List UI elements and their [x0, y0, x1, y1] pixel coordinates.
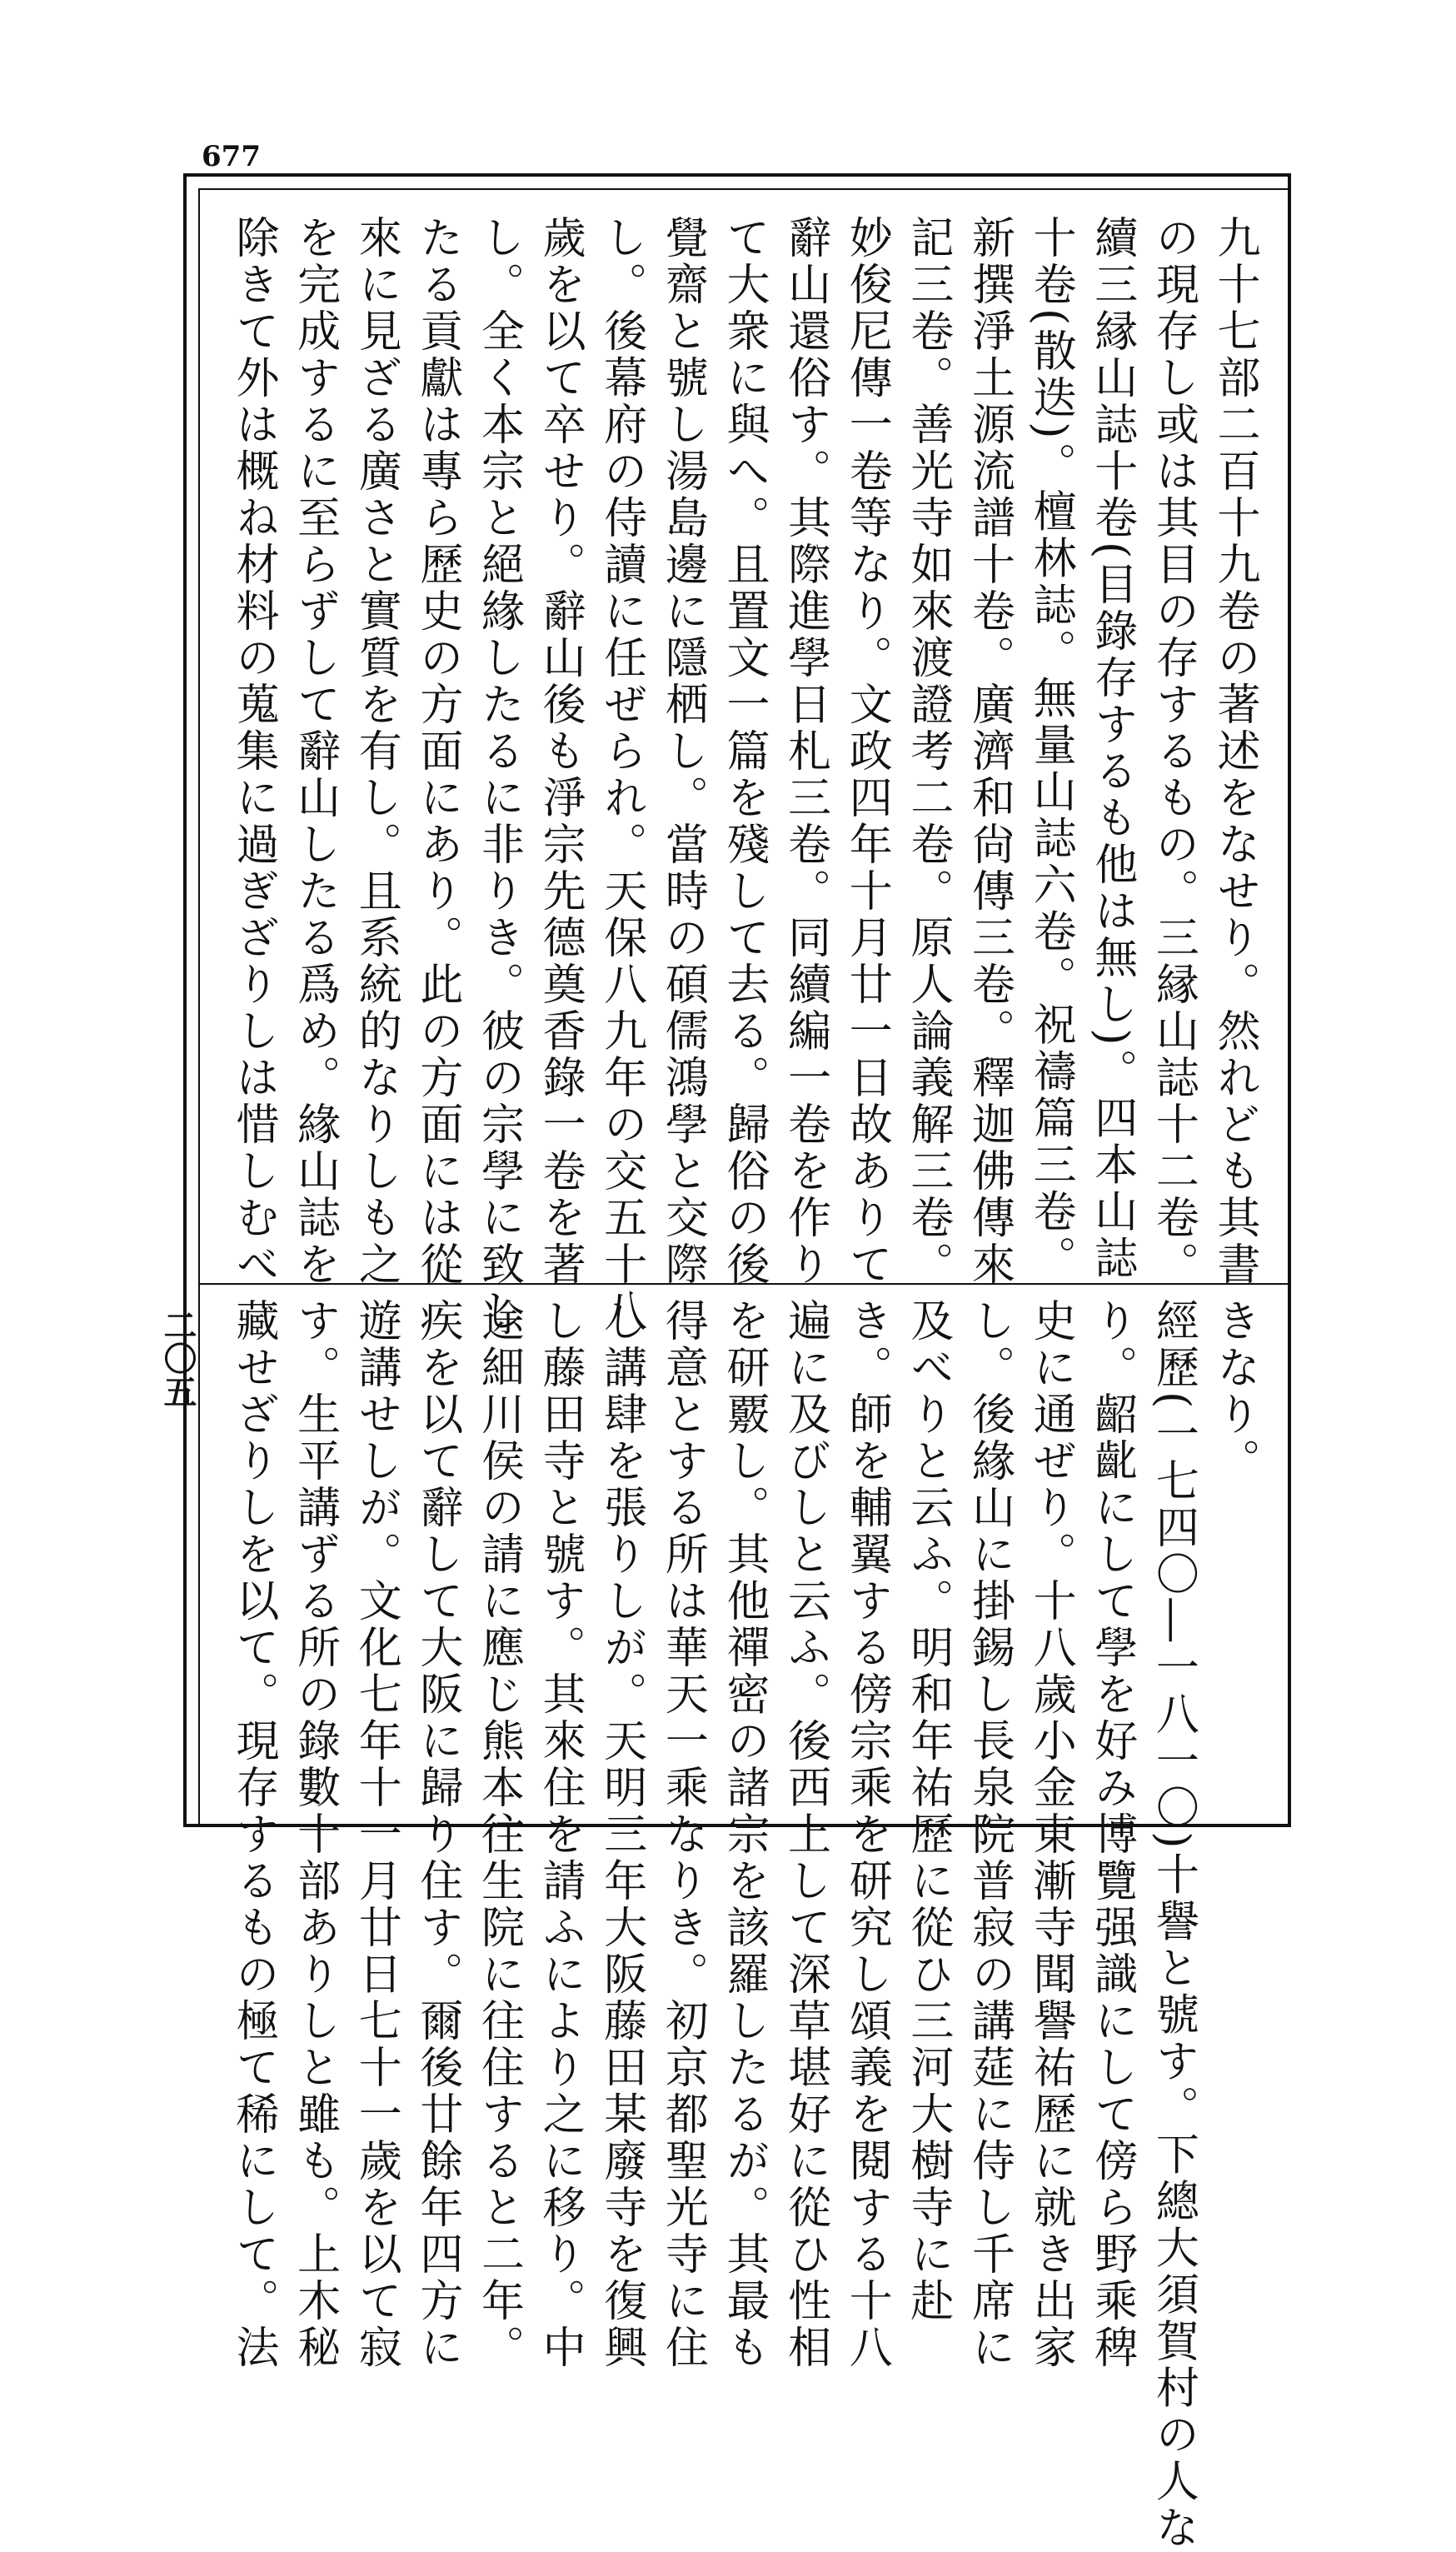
lower-text-block — [225, 1298, 1263, 2552]
text-frame-inner — [198, 188, 1288, 2552]
text-column: 九十七部二百十九卷の著述をなせり。然れども其書 — [1209, 215, 1259, 1288]
text-column: 歲を以て卒せり。辭山後も淨宗先德奠香錄一卷を著 — [535, 215, 586, 1288]
text-column: し。全く本宗と絕緣したるに非りき。彼の宗學に致し — [473, 215, 524, 1335]
text-column: 遍に及びしと云ふ。後西上して深草堪好に從ひ性相 — [780, 1298, 830, 2371]
text-column: 來に見ざる廣さと實質を有し。且系統的なりしも之 — [351, 215, 401, 1288]
text-column: 遊講せしが。文化七年十一月廿日七十一歲を以て寂 — [351, 1298, 401, 2371]
text-column: 十卷(散迭)。檀林誌。無量山誌六卷。祝禱篇三卷。 — [1025, 215, 1076, 1282]
text-column: 覺齋と號し湯島邊に隱栖し。當時の碩儒鴻學と交際 — [657, 215, 708, 1288]
text-column: 記三卷。善光寺如來渡證考二卷。原人論義解三卷。 — [902, 215, 953, 1288]
text-column: り。齠齔にして學を好み博覽强識にして傍ら野乘稗 — [1086, 1298, 1137, 2371]
text-column: 得意とする所は華天一乘なりき。初京都聖光寺に住 — [657, 1298, 708, 2371]
text-column: き。師を輔翼する傍宗乘を研究し頌義を閱する十八 — [841, 1298, 892, 2371]
section-divider — [200, 1283, 1288, 1285]
text-column: 疾を以て辭して大阪に歸り住す。爾後廿餘年四方に — [411, 1298, 462, 2371]
text-column: 途細川侯の請に應じ熊本往生院に往住すると二年。 — [473, 1298, 524, 2371]
text-column: 妙俊尼傳一卷等なり。文政四年十月廿一日故ありて — [841, 215, 892, 1288]
text-column: 續三縁山誌十卷(目錄存するも他は無し)。四本山誌 — [1086, 215, 1137, 1282]
text-frame — [183, 173, 1291, 2552]
page-number: 677 — [202, 140, 261, 173]
text-column: たる貢獻は專ら歷史の方面にあり。此の方面には從 — [411, 215, 462, 1288]
text-column: の現存し或は其目の存するもの。三縁山誌十二卷。 — [1148, 215, 1199, 1288]
text-column: 新撰淨土源流譜十卷。廣濟和尙傳三卷。釋迦佛傳來 — [964, 215, 1015, 1288]
text-column: を完成するに至らずして辭山したる爲め。緣山誌を — [289, 215, 340, 1288]
text-column: し講肆を張りしが。天明三年大阪藤田某廢寺を復興 — [596, 1298, 646, 2371]
text-column: 藏せざりしを以て。現存するもの極て稀にして。法 — [228, 1298, 278, 2371]
text-column: 經歷(一七四〇―一八一〇)十譽と號す。下總大須賀村の人な — [1148, 1298, 1199, 2552]
text-column: を研覈し。其他禪密の諸宗を該羅したるが。其最も — [719, 1298, 769, 2371]
upper-text-block — [225, 215, 1263, 1335]
text-column: し藤田寺と號す。其來住を請ふにより之に移り。中 — [535, 1298, 586, 2371]
text-column: 除きて外は概ね材料の蒐集に過ぎざりしは惜しむべ — [228, 215, 278, 1288]
text-column: 及べりと云ふ。明和年祐歷に從ひ三河大樹寺に赴 — [902, 1298, 953, 2325]
text-column: て大衆に與へ。且置文一篇を殘して去る。歸俗の後 — [719, 215, 769, 1288]
text-column: し。後幕府の侍讀に任ぜられ。天保八九年の交五十八 — [596, 215, 646, 1335]
text-column: 史に通ぜり。十八歲小金東漸寺聞譽祐歷に就き出家 — [1025, 1298, 1076, 2371]
side-folio: 二〇五 — [158, 1308, 197, 1408]
text-column: きなり。 — [1209, 1298, 1259, 1485]
text-column: し。後緣山に掛錫し長泉院普寂の講莚に侍し千席に — [964, 1298, 1015, 2371]
text-column: 辭山還俗す。其際進學日札三卷。同續編一卷を作り — [780, 215, 830, 1288]
text-column: す。生平講ずる所の錄數十部ありしと雖も。上木秘 — [289, 1298, 340, 2371]
